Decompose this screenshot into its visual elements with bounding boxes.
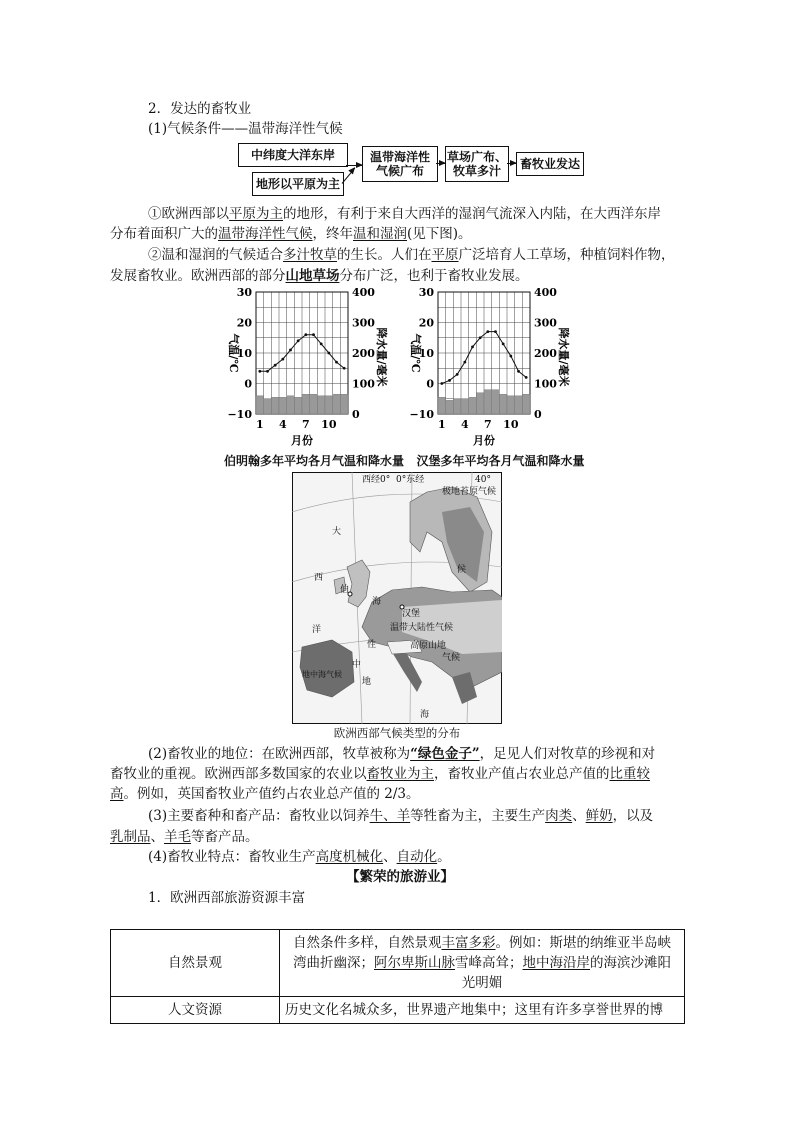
precip-bar bbox=[340, 394, 348, 414]
table-row bbox=[111, 930, 685, 997]
map-label: 地 bbox=[362, 677, 372, 687]
precip-tick-label: 200 bbox=[352, 347, 375, 360]
flow-box-climate-l1: 温带海洋性 bbox=[369, 150, 430, 164]
temp-tick-label: 30 bbox=[418, 286, 434, 299]
map-label: 0°东经 bbox=[396, 475, 425, 485]
precip-bar bbox=[333, 394, 341, 414]
para5-line: (4)畜牧业特点：畜牧业生产高度机械化、自动化。 bbox=[148, 849, 451, 865]
precip-tick-label: 400 bbox=[352, 286, 375, 299]
flow-box-pasture-l2: 牧草多汁 bbox=[452, 164, 501, 178]
month-tick-label: 7 bbox=[484, 418, 492, 431]
precip-bar bbox=[325, 396, 333, 414]
temp-tick-label: 0 bbox=[244, 377, 252, 391]
flow-box-climate bbox=[362, 146, 438, 182]
precip-tick-label: 0 bbox=[534, 408, 542, 421]
climate-charts bbox=[220, 284, 590, 469]
precip-bar bbox=[453, 399, 461, 414]
precip-bar bbox=[507, 396, 515, 414]
precip-bar bbox=[310, 394, 318, 414]
map-caption: 欧洲西部气候类型的分布 bbox=[333, 726, 461, 740]
map-label: 伯 bbox=[340, 585, 350, 595]
chart-hamburg bbox=[409, 286, 571, 447]
temperature-point bbox=[343, 367, 346, 370]
temperature-point bbox=[289, 349, 292, 352]
temp-tick-label: 20 bbox=[418, 316, 434, 330]
temperature-point bbox=[258, 370, 261, 373]
map-label: 地中海气候 bbox=[302, 670, 342, 679]
precip-bar bbox=[302, 394, 310, 414]
y-axis-title-precip: 降水量/毫米 bbox=[375, 327, 388, 387]
precip-bar bbox=[492, 390, 500, 414]
temperature-point bbox=[525, 376, 528, 379]
precip-bar bbox=[476, 393, 484, 414]
map-label: 海 bbox=[420, 710, 430, 720]
precip-tick-label: 400 bbox=[534, 286, 557, 299]
flow-box-livestock: 畜牧业发达 bbox=[516, 152, 584, 176]
map-label: 气候 bbox=[442, 653, 461, 663]
temperature-point bbox=[502, 342, 505, 345]
para3-line3: 高。例如，英国畜牧业产值约占农业总产值的 2/3。 bbox=[110, 786, 420, 802]
tourism-subtitle: 1．欧洲西部旅游资源丰富 bbox=[148, 890, 306, 906]
map-label: 40° bbox=[475, 475, 491, 485]
precip-bar bbox=[484, 390, 492, 414]
flow-box-latitude: 中纬度大洋东岸 bbox=[238, 143, 348, 167]
precip-bar bbox=[469, 397, 477, 414]
precip-bar bbox=[522, 394, 530, 414]
map-label: 性 bbox=[367, 640, 377, 650]
temp-tick-label: −10 bbox=[227, 408, 252, 421]
month-tick-label: 4 bbox=[461, 418, 469, 431]
temperature-point bbox=[312, 333, 315, 336]
map-label: 中 bbox=[352, 660, 362, 670]
map-label: 温带大陆性气候 bbox=[390, 623, 454, 633]
x-axis-title: 月份 bbox=[473, 434, 495, 447]
para2-line1: ②温和湿润的气候适合多汁牧草的生长。人们在平原广泛培育人工草场，种植饲料作物， bbox=[148, 247, 675, 263]
temp-tick-label: −10 bbox=[409, 408, 434, 421]
map-label: 汉堡 bbox=[402, 609, 421, 619]
table-cell: 自然景观 bbox=[111, 930, 280, 997]
para1-line1: ①欧洲西部以平原为主的地形，有利于来自大西洋的湿润气流深入内陆，在大西洋东岸 bbox=[148, 206, 661, 222]
para3-line2: 畜牧业的重视。欧洲西部多数国家的农业以畜牧业为主，畜牧业产值占农业总产值的比重较 bbox=[110, 766, 650, 782]
table-cell: 人文资源 bbox=[111, 997, 280, 1024]
month-tick-label: 1 bbox=[256, 418, 264, 431]
section-title: 2．发达的畜牧业 bbox=[148, 101, 252, 117]
chart-birmingham bbox=[227, 286, 389, 447]
precip-bar bbox=[294, 397, 302, 414]
precip-bar bbox=[264, 399, 272, 414]
temp-tick-label: 0 bbox=[426, 377, 434, 391]
precip-bar bbox=[287, 396, 295, 414]
temperature-point bbox=[463, 361, 466, 364]
cell-line: 光明媚 bbox=[461, 975, 503, 991]
cell-line: 自然条件多样，自然景观丰富多彩。例如：斯堪的纳维亚半岛峡 bbox=[293, 935, 671, 951]
precip-bar bbox=[515, 396, 523, 414]
table-cell bbox=[280, 930, 685, 997]
para4-line1: (3)主要畜种和畜产品：畜牧业以饲养牛、羊等牲畜为主，主要生产肉类、鲜奶，以及 bbox=[148, 808, 654, 824]
europe-climate-map bbox=[292, 472, 502, 724]
temperature-point bbox=[281, 358, 284, 361]
precip-bar bbox=[317, 396, 325, 414]
map-label: 大 bbox=[332, 527, 342, 537]
precip-bar bbox=[271, 397, 279, 414]
flow-box-terrain: 地形以平原为主 bbox=[252, 172, 344, 196]
temperature-point bbox=[266, 370, 269, 373]
month-tick-label: 7 bbox=[302, 418, 310, 431]
temperature-point bbox=[494, 330, 497, 333]
month-tick-label: 10 bbox=[503, 418, 519, 431]
temp-tick-label: 20 bbox=[236, 316, 252, 330]
x-axis-title: 月份 bbox=[291, 434, 313, 447]
flow-box-pasture-l1: 草场广布、 bbox=[446, 150, 507, 164]
flow-arrow bbox=[507, 163, 516, 164]
flow-box-pasture bbox=[445, 146, 509, 182]
flow-arrow bbox=[436, 163, 445, 164]
map-label: 海 bbox=[372, 597, 382, 607]
y-axis-title-precip: 降水量/毫米 bbox=[557, 327, 570, 387]
y-axis-title-temp: 气温/℃ bbox=[409, 333, 422, 373]
map-label: 候 bbox=[457, 565, 467, 575]
y-axis-title-temp: 气温/℃ bbox=[227, 333, 240, 373]
para3-line1: (2)畜牧业的地位：在欧洲西部，牧草被称为“绿色金子”，足见人们对牧草的珍视和对 bbox=[148, 746, 656, 762]
precip-tick-label: 100 bbox=[352, 377, 375, 391]
month-tick-label: 4 bbox=[279, 418, 287, 431]
temperature-point bbox=[297, 339, 300, 342]
map-label: 洋 bbox=[312, 625, 322, 635]
precip-tick-label: 300 bbox=[534, 316, 557, 330]
temperature-point bbox=[479, 336, 482, 339]
temperature-point bbox=[486, 330, 489, 333]
temperature-point bbox=[517, 370, 520, 373]
precip-tick-label: 300 bbox=[352, 316, 375, 330]
temperature-point bbox=[448, 379, 451, 382]
temperature-point bbox=[320, 342, 323, 345]
temperature-point bbox=[456, 373, 459, 376]
climate-subtitle: (1)气候条件——温带海洋性气候 bbox=[148, 121, 343, 137]
precip-bar bbox=[279, 397, 287, 414]
precip-bar bbox=[446, 400, 454, 414]
temp-tick-label: 10 bbox=[236, 347, 252, 360]
table-row bbox=[111, 997, 685, 1024]
chart-caption: 伯明翰多年平均各月气温和降水量 汉堡多年平均各月气温和降水量 bbox=[224, 454, 585, 468]
temperature-point bbox=[274, 364, 277, 367]
precip-bar bbox=[499, 394, 507, 414]
precip-tick-label: 100 bbox=[534, 377, 557, 391]
para1-line2: 分布着面积广大的温带海洋性气候，终年温和湿润(见下图)。 bbox=[110, 226, 472, 242]
month-tick-label: 10 bbox=[321, 418, 337, 431]
para4-line2: 乳制品、羊毛等畜产品。 bbox=[110, 829, 259, 845]
temperature-point bbox=[471, 346, 474, 349]
map-label: 西 bbox=[314, 573, 324, 583]
temp-tick-label: 30 bbox=[236, 286, 252, 299]
map-label: 极地苔原气候 bbox=[442, 487, 497, 497]
temperature-point bbox=[440, 382, 443, 385]
temperature-point bbox=[304, 333, 307, 336]
precip-bar bbox=[438, 397, 446, 414]
temperature-point bbox=[327, 352, 330, 355]
temperature-point bbox=[509, 355, 512, 358]
temperature-point bbox=[335, 361, 338, 364]
temp-tick-label: 10 bbox=[418, 347, 434, 360]
precip-bar bbox=[461, 399, 469, 414]
tourism-heading: 【繁荣的旅游业】 bbox=[346, 869, 454, 885]
cell-line: 湾曲折幽深；阿尔卑斯山脉雪峰高耸；地中海沿岸的海滨沙滩阳 bbox=[293, 955, 671, 971]
precip-tick-label: 0 bbox=[352, 408, 360, 421]
table-cell: 历史文化名城众多，世界遗产地集中；这里有许多享誉世界的博 bbox=[280, 997, 685, 1024]
precip-tick-label: 200 bbox=[534, 347, 557, 360]
month-tick-label: 1 bbox=[438, 418, 446, 431]
tourism-table bbox=[110, 929, 685, 1024]
precip-bar bbox=[256, 396, 264, 414]
map-label: 西经0° bbox=[362, 475, 391, 485]
para2-line2: 发展畜牧业。欧洲西部的部分山地草场分布广泛，也利于畜牧业发展。 bbox=[110, 268, 529, 284]
map-label: 高原山地 bbox=[410, 641, 447, 651]
flow-box-climate-l2: 气候广布 bbox=[375, 164, 424, 178]
